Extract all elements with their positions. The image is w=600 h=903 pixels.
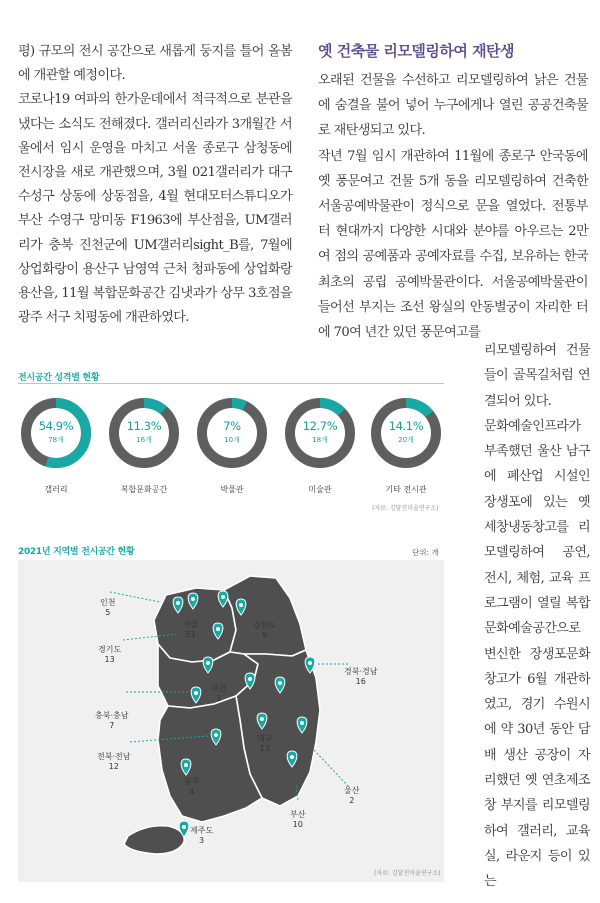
map-pin-dot bbox=[184, 763, 188, 767]
donut-percent: 7% bbox=[223, 419, 241, 433]
donut-count: 78개 bbox=[48, 436, 64, 444]
donut-count: 10개 bbox=[224, 436, 240, 444]
donut-count: 20개 bbox=[398, 436, 414, 444]
map-pin-dot bbox=[191, 597, 195, 601]
right-column bbox=[318, 40, 588, 345]
map-pin-dot bbox=[176, 601, 180, 605]
map-pin-dot bbox=[290, 755, 294, 759]
region-label-gyeongsang: 경북·경남 16 bbox=[344, 667, 378, 686]
region-label-busan: 부산 10 bbox=[290, 810, 306, 829]
donut-other bbox=[368, 395, 444, 471]
korea-map bbox=[18, 560, 444, 882]
region-label-ulsan: 울산 2 bbox=[344, 786, 360, 805]
map-pin-dot bbox=[300, 721, 304, 725]
leader-ulsan bbox=[314, 750, 348, 786]
source-note: (자료: 김달진미술연구소) bbox=[374, 870, 441, 877]
map-pin-dot bbox=[216, 627, 220, 631]
donut-label: 기타 전시관 bbox=[385, 485, 427, 494]
region-jeju bbox=[124, 826, 184, 854]
section-heading: 옛 건축물 리모델링하여 재탄생 bbox=[318, 42, 515, 60]
body-paragraph: 평) 규모의 전시 공간으로 새롭게 둥지를 틀어 올봄에 개관할 예정이다. bbox=[18, 44, 292, 84]
donut-percent: 11.3% bbox=[126, 419, 162, 433]
donut-percent: 54.9% bbox=[38, 419, 74, 433]
map-pin-dot bbox=[248, 677, 252, 681]
region-label-daegu: 대구 13 bbox=[257, 734, 273, 753]
region-label-incheon: 인천 5 bbox=[100, 598, 116, 617]
region-label-gyeonggi: 경기도 13 bbox=[98, 645, 122, 664]
donut-count: 16개 bbox=[136, 436, 152, 444]
donut-art-museum bbox=[282, 395, 358, 471]
region-label-jeju: 제주도 3 bbox=[190, 826, 214, 845]
divider bbox=[18, 383, 444, 384]
donut-section-title: 전시공간 성격별 현황 bbox=[18, 373, 100, 383]
body-paragraph: 코로나19 여파의 한가운데에서 적극적으로 분관을 냈다는 소식도 전해졌다. 갤러리신라가 3개월간 서울에서 임시 운영을 마치고 서울 종로구 삼청동에 전시장을 새로 개관했으며, 3월 021갤러리가 대구 수성구 상동에 상동점을, 4월 현대모터스튜디오가 부산 수영구 망미동 F1963에 부산점을, UM갤러리가 충북 진천군에 UM갤러리sight_B를, 7월에 상업화랑이 용산구 남영역 근처 청파동에 상업화랑 용산을, 11월 복합문화공간 김냇과가 상무 3호점을 광주 서구 치평동에 개관하였다. bbox=[18, 92, 292, 326]
donut-label: 복합문화공간 bbox=[120, 485, 168, 494]
body-paragraph: 리모델링하여 건물들이 골목길처럼 연결되어 있다. bbox=[484, 343, 590, 409]
map-pin-dot bbox=[214, 733, 218, 737]
leader-incheon bbox=[110, 592, 160, 602]
map-pin-dot bbox=[260, 717, 264, 721]
donut-percent: 12.7% bbox=[302, 419, 338, 433]
map-pin-dot bbox=[221, 595, 225, 599]
donut-ring bbox=[368, 395, 444, 471]
map-pin-dot bbox=[278, 681, 282, 685]
region-label-seoul: 서울 51 bbox=[183, 620, 199, 639]
region-gangwon bbox=[224, 576, 306, 656]
body-paragraph: 오래된 건물을 수선하고 리모델링하여 낡은 건물에 숨결을 불어 넣어 누구에게나 열린 공공건축물로 재탄생되고 있다. bbox=[318, 73, 588, 139]
left-column bbox=[18, 40, 292, 330]
donut-complex-culture bbox=[106, 395, 182, 471]
map-pin-dot bbox=[194, 691, 198, 695]
donut-gallery bbox=[18, 395, 94, 471]
donut-ring bbox=[106, 395, 182, 471]
body-paragraph: 문화예술인프라가 부족했던 울산 남구에 폐산업 시설인 장생포에 있는 옛 세창냉동창고를 리모델링하여 공연, 전시, 체험, 교육 프로그램이 열릴 복합문화예술공간으로 변신한 장생포문화창고가 6월 개관하였고, 경기 수원시에 약 30년 동안 담배 생산 공장이 자리했던 옛 연초제조창 부지를 리모델링하여 갤러리, 교육실, 라운지 등이 있는 bbox=[484, 418, 590, 890]
donut-label: 갤러리 bbox=[44, 485, 68, 494]
donut-ring bbox=[282, 395, 358, 471]
map-pin-dot bbox=[308, 661, 312, 665]
body-paragraph: 작년 7월 임시 개관하여 11월에 종로구 안국동에 옛 풍문여고 건물 5개 동을 리모델링하여 건축한 서울공예박물관이 정식으로 문을 열었다. 전통부터 현대까지 다양한 시대와 분야를 아우르는 2만여 점의 공예품과 공예자료를 수집, 보유하는 한국 최초의 공립 공예박물관이다. 서울공예박물관이 들어선 부지는 조선 왕실의 안동별궁이 자리한 터에 70여 년간 있던 풍문여고를 bbox=[318, 148, 588, 341]
source-note: (자료: 김달진미술연구소) bbox=[372, 505, 439, 512]
donut-ring bbox=[194, 395, 270, 471]
map-section-title: 2021년 지역별 전시공간 현황 bbox=[18, 547, 135, 557]
region-label-jeolla: 전북·전남 12 bbox=[97, 752, 131, 771]
donut-museum bbox=[194, 395, 270, 471]
donut-ring bbox=[18, 395, 94, 471]
donut-label: 박물관 bbox=[220, 485, 244, 494]
map-pin-dot bbox=[239, 603, 243, 607]
region-label-chungcheong: 충북·충남 7 bbox=[95, 711, 129, 730]
region-label-daejeon: 대전 1 bbox=[211, 684, 227, 703]
map-pin-dot bbox=[206, 661, 210, 665]
map-pin-dot bbox=[182, 825, 186, 829]
donut-count: 18개 bbox=[312, 436, 328, 444]
region-label-gwangju: 광주 4 bbox=[184, 777, 200, 796]
donut-track bbox=[202, 403, 262, 463]
unit-label: 단위: 개 bbox=[412, 548, 439, 557]
right-narrow-column bbox=[484, 338, 590, 895]
region-label-gangwon: 강원도 5 bbox=[253, 621, 277, 640]
donut-percent: 14.1% bbox=[388, 419, 424, 433]
donut-label: 미술관 bbox=[308, 485, 332, 494]
donut-track bbox=[114, 403, 174, 463]
